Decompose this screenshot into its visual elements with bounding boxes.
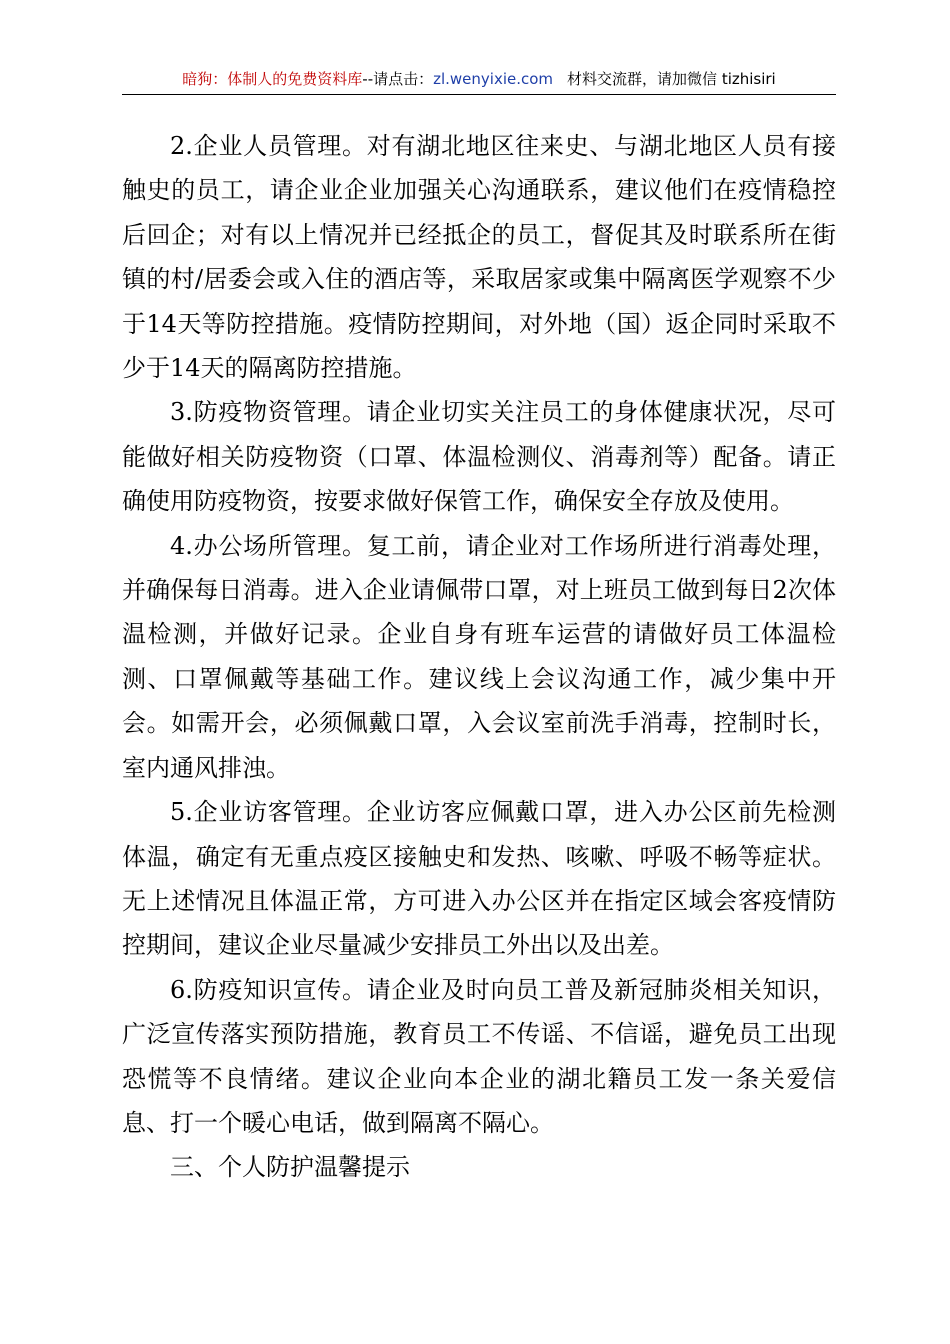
header-brand: 暗狗：体制人的免费资料库 xyxy=(182,70,363,88)
paragraph-supplies-management: 3.防疫物资管理。请企业切实关注员工的身体健康状况，尽可能做好相关防疫物资（口罩、体温检测仪、消毒剂等）配备。请正确使用防疫物资，按要求做好保管工作，确保安全存放及使用。 xyxy=(122,398,836,516)
paragraph-staff-management: 2.企业人员管理。对有湖北地区往来史、与湖北地区人员有接触史的员工，请企业企业加强关心沟通联系，建议他们在疫情稳控后回企；对有以上情况并已经抵企的员工，督促其及时联系所在街镇的村/居委会或入住的酒店等，采取居家或集中隔离医学观察不少于14天等防控措施。疫情防控期间，对外地（国）返企同时采取不少于14天的隔离防控措施。 xyxy=(122,132,836,383)
paragraph-visitor-management: 5.企业访客管理。企业访客应佩戴口罩，进入办公区前先检测体温，确定有无重点疫区接触史和发热、咳嗽、呼吸不畅等症状。无上述情况且体温正常，方可进入办公区并在指定区域会客疫情防控期间，建议企业尽量减少安排员工外出以及出差。 xyxy=(122,798,836,960)
paragraph-knowledge-publicity: 6.防疫知识宣传。请企业及时向员工普及新冠肺炎相关知识，广泛宣传落实预防措施，教育员工不传谣、不信谣，避免员工出现恐慌等不良情绪。建议企业向本企业的湖北籍员工发一条关爱信息、打一个暖心电话，做到隔离不隔心。 xyxy=(122,975,836,1137)
header-prompt: --请点击： xyxy=(362,70,434,88)
header-contact: 材料交流群，请加微信 tizhisiri xyxy=(567,70,776,88)
document-body xyxy=(122,124,836,1190)
paragraph-office-management: 4.办公场所管理。复工前，请企业对工作场所进行消毒处理，并确保每日消毒。进入企业请佩带口罩，对上班员工做到每日2次体温检测，并做好记录。企业自身有班车运营的请做好员工体温检测、口罩佩戴等基础工作。建议线上会议沟通工作，减少集中开会。如需开会，必须佩戴口罩，入会议室前洗手消毒，控制时长，室内通风排浊。 xyxy=(122,531,836,782)
page-header xyxy=(122,66,836,95)
section-heading: 三、个人防护温馨提示 xyxy=(170,1153,410,1182)
header-url-link[interactable]: zl.wenyixie.com xyxy=(433,70,554,88)
